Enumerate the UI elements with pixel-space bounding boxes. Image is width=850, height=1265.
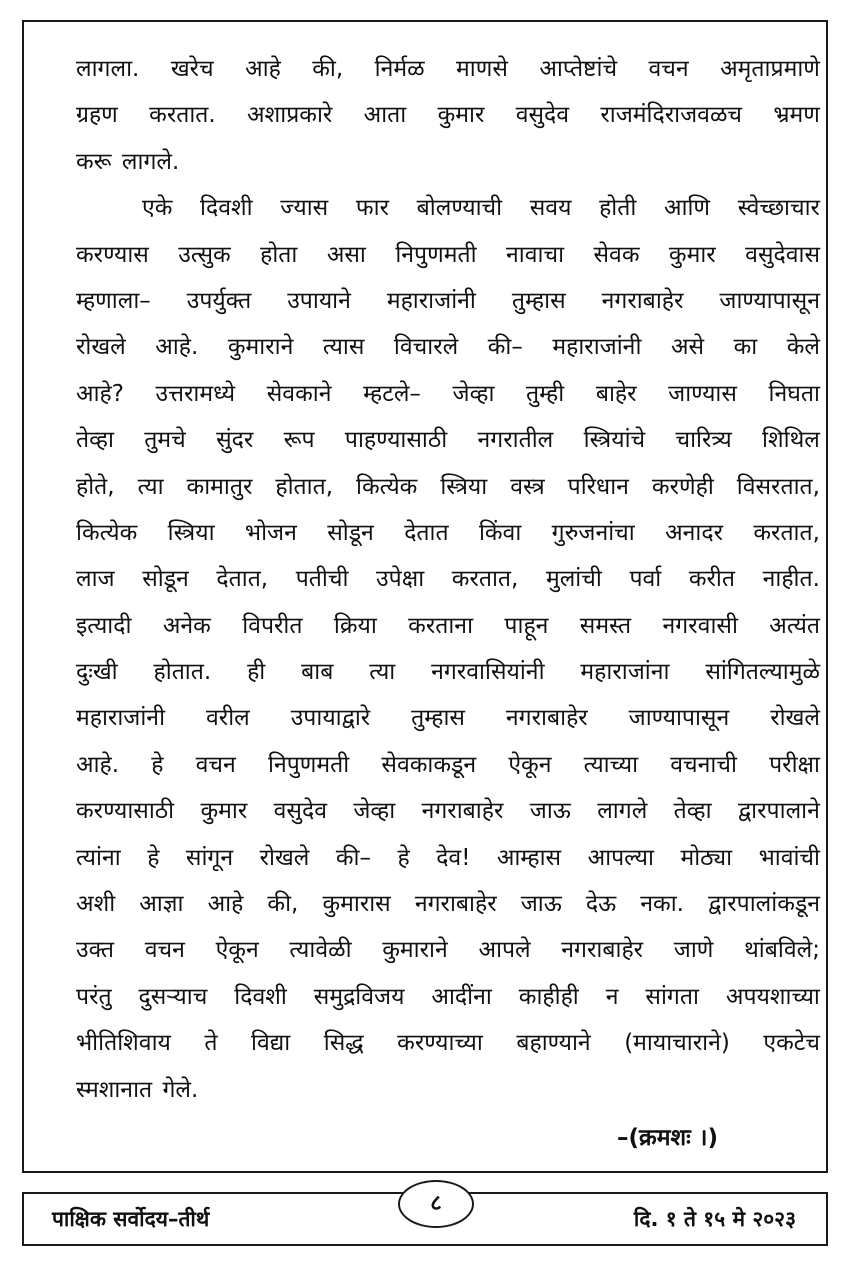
- word: कुमार: [437, 102, 485, 129]
- word: राजमंदिराजवळच: [600, 102, 743, 129]
- word: आहे: [207, 891, 244, 918]
- word: उत्तरामध्ये: [155, 380, 236, 407]
- text-line: [76, 371, 820, 417]
- text-line: [76, 324, 820, 370]
- word: सांगता: [645, 983, 699, 1010]
- continued-marker: –(क्रमशः ।): [617, 1125, 718, 1151]
- word: नगरवासी: [662, 612, 738, 639]
- text-line: [76, 185, 820, 231]
- word: करण्याच्या: [397, 1030, 483, 1057]
- text-line: [76, 881, 820, 927]
- word: महाराजांनी: [386, 287, 476, 314]
- word: लाज: [76, 566, 115, 593]
- word: परीक्षा: [769, 751, 820, 778]
- word: आहे?: [76, 380, 124, 407]
- word: हे: [151, 751, 164, 778]
- word: निपुणमती: [395, 241, 477, 268]
- word: वचन: [195, 751, 236, 778]
- word: त्याच्या: [583, 751, 639, 778]
- word: वसुदेव: [273, 798, 327, 825]
- word: स्त्रियांचे: [583, 427, 646, 454]
- word: आता: [363, 102, 407, 129]
- word: उक्त: [76, 937, 115, 964]
- word: देव!: [436, 844, 471, 871]
- word: न: [605, 983, 619, 1010]
- word: भावांची: [758, 844, 820, 871]
- word: विचारले: [393, 334, 459, 361]
- word: त्या: [137, 473, 164, 500]
- word: अनेक: [162, 612, 211, 639]
- word: त्यास: [322, 334, 365, 361]
- word: करतात,: [753, 519, 820, 546]
- word: कुमारास: [322, 891, 391, 918]
- text-line: [76, 695, 820, 741]
- word: करणेही: [651, 473, 714, 500]
- word: महाराजांनी: [552, 334, 642, 361]
- word: आपल्या: [587, 844, 654, 871]
- word: भीतिशिवाय: [76, 1030, 171, 1057]
- word: तुम्हास: [411, 705, 465, 732]
- word: का: [733, 334, 758, 361]
- word: जेव्हा: [353, 798, 396, 825]
- word: क्रिया: [333, 612, 377, 639]
- word: विसरतात,: [736, 473, 820, 500]
- word: निघता: [768, 380, 820, 407]
- word: होती: [599, 195, 637, 222]
- article-frame: [22, 20, 828, 1173]
- word: असा: [326, 241, 366, 268]
- text-line: [76, 649, 820, 695]
- word: नगरातील: [477, 427, 554, 454]
- word: दुसऱ्याच: [138, 983, 208, 1010]
- word: द्वारपालाने: [737, 798, 820, 825]
- word: चारित्र्य: [675, 427, 732, 454]
- word: तुम्हास: [511, 287, 566, 314]
- word: करण्यासाठी: [76, 798, 175, 825]
- word: द्वारपालांकडून: [708, 891, 820, 918]
- word: उत्सुक: [178, 241, 231, 268]
- text-line: [76, 742, 820, 788]
- word: बाब: [301, 659, 334, 686]
- word: होता: [260, 241, 298, 268]
- word: सांगितल्यामुळे: [705, 659, 820, 686]
- word: करतात.: [149, 102, 216, 129]
- word: कुमार: [200, 798, 248, 825]
- word: (मायाचाराने): [624, 1030, 730, 1057]
- word: जाण्यापासून: [719, 287, 820, 314]
- word: होतात,: [275, 473, 334, 500]
- word: लागले.: [121, 148, 180, 175]
- page-footer: [22, 1192, 828, 1246]
- word: पतीची: [295, 566, 349, 593]
- word: हे: [147, 844, 160, 871]
- word: गेले.: [162, 1076, 199, 1103]
- page-number: ८: [398, 1180, 474, 1228]
- word: एके: [142, 195, 173, 222]
- word: म्हणाला–: [76, 287, 151, 314]
- word: की–: [487, 334, 523, 361]
- word: समुद्रविजय: [313, 983, 405, 1010]
- word: नगराबाहेर: [421, 798, 504, 825]
- text-line: [76, 974, 820, 1020]
- word: नगरवासियांनी: [431, 659, 545, 686]
- word: नका.: [640, 891, 684, 918]
- word: ऐकून: [508, 751, 552, 778]
- article-body: [76, 46, 820, 1113]
- word: कित्येक: [76, 519, 138, 546]
- word: पाहून: [504, 612, 549, 639]
- text-line: [76, 510, 820, 556]
- word: रोखले: [770, 705, 820, 732]
- word: करतात,: [451, 566, 519, 593]
- word: नगराबाहेर: [505, 705, 588, 732]
- text-line: [76, 1067, 820, 1113]
- word: कुमाराने: [382, 937, 448, 964]
- word: म्हटले–: [363, 380, 421, 407]
- word: तुम्ही: [526, 380, 565, 407]
- word: महाराजांना: [580, 659, 670, 686]
- word: सांगून: [185, 844, 234, 871]
- word: सोडून: [142, 566, 189, 593]
- word: शिथिल: [762, 427, 820, 454]
- word: सुंदर: [216, 427, 254, 454]
- word: परंतु: [76, 983, 112, 1010]
- word: निपुणमती: [267, 751, 350, 778]
- word: स्त्रिया: [167, 519, 215, 546]
- word: लागले: [597, 798, 648, 825]
- word: ज्यास: [280, 195, 329, 222]
- word: स्मशानात: [76, 1076, 153, 1103]
- word: वचनाची: [670, 751, 737, 778]
- word: पाहण्यासाठी: [344, 427, 448, 454]
- word: उपायाद्वारे: [290, 705, 371, 732]
- text-line: [76, 46, 820, 92]
- word: काहीही: [518, 983, 579, 1010]
- word: इत्यादी: [76, 612, 132, 639]
- word: करीत: [688, 566, 735, 593]
- word: महाराजांनी: [76, 705, 166, 732]
- word: कित्येक: [356, 473, 418, 500]
- word: जाणे: [673, 937, 714, 964]
- word: ग्रहण: [76, 102, 118, 129]
- word: स्त्रिया: [440, 473, 488, 500]
- word: ते: [204, 1030, 218, 1057]
- word: वचन: [648, 56, 689, 82]
- word: त्यावेळी: [289, 937, 352, 964]
- word: सवय: [529, 195, 572, 222]
- word: उपेक्षा: [376, 566, 425, 593]
- word: समस्त: [579, 612, 632, 639]
- word: नगराबाहेर: [601, 287, 684, 314]
- text-line: [76, 835, 820, 881]
- word: एकटेच: [763, 1030, 820, 1057]
- word: दुःखी: [76, 659, 118, 686]
- word: माणसे: [456, 56, 508, 82]
- text-line: [76, 788, 820, 834]
- word: वसुदेवास: [745, 241, 820, 268]
- word: अपयशाच्या: [725, 983, 820, 1010]
- word: वस्त्र: [510, 473, 545, 500]
- word: नगराबाहेर: [414, 891, 497, 918]
- word: वसुदेव: [515, 102, 570, 129]
- word: खरेच: [170, 56, 214, 82]
- word: सेवकाने: [266, 380, 332, 407]
- word: दिवशी: [200, 195, 253, 222]
- word: अत्यंत: [769, 612, 820, 639]
- word: आप्तेष्टांचे: [539, 56, 618, 82]
- issue-date: दि. १ ते १५ मे २०२३: [633, 1207, 796, 1231]
- word: आहे.: [155, 334, 199, 361]
- word: आपले: [478, 937, 531, 964]
- word: पर्वा: [629, 566, 662, 593]
- word: जेव्हा: [452, 380, 495, 407]
- word: ही: [247, 659, 266, 686]
- word: आणि: [663, 195, 711, 222]
- word: केले: [786, 334, 820, 361]
- word: कुमार: [668, 241, 716, 268]
- text-line: [76, 556, 820, 602]
- word: जाण्यास: [668, 380, 737, 407]
- word: त्यांना: [76, 844, 121, 871]
- text-line: [76, 417, 820, 463]
- word: कुमाराने: [227, 334, 294, 361]
- text-line: [76, 92, 820, 138]
- word: आहे.: [76, 751, 120, 778]
- word: फार: [355, 195, 389, 222]
- word: उपायाने: [287, 287, 351, 314]
- word: नावाचा: [506, 241, 565, 268]
- word: जाऊ: [520, 891, 562, 918]
- word: बाहेर: [595, 380, 637, 407]
- word: तुमचे: [144, 427, 186, 454]
- word: देऊ: [585, 891, 617, 918]
- publication-name: पाक्षिक सर्वोदय–तीर्थ: [52, 1207, 210, 1231]
- text-line: [76, 139, 820, 185]
- word: असे: [670, 334, 705, 361]
- word: निर्मळ: [374, 56, 425, 82]
- word: देतात: [404, 519, 449, 546]
- word: रोखले: [259, 844, 310, 871]
- word: बहाण्याने: [516, 1030, 591, 1057]
- word: होते,: [76, 473, 115, 500]
- text-line: [76, 927, 820, 973]
- word: नगराबाहेर: [561, 937, 644, 964]
- word: दिवशी: [234, 983, 287, 1010]
- word: होतात.: [153, 659, 212, 686]
- word: भोजन: [244, 519, 297, 546]
- word: करू: [76, 148, 112, 175]
- word: बोलण्याची: [416, 195, 503, 222]
- word: गुरुजनांचा: [551, 519, 635, 546]
- word: आदींना: [431, 983, 492, 1010]
- word: अनादर: [665, 519, 724, 546]
- word: तेव्हा: [673, 798, 712, 825]
- word: की,: [267, 891, 299, 918]
- word: तेव्हा: [76, 427, 114, 454]
- text-line: [76, 278, 820, 324]
- word: विपरीत: [242, 612, 303, 639]
- word: वरील: [206, 705, 250, 732]
- word: मोठ्या: [680, 844, 733, 871]
- word: करताना: [408, 612, 474, 639]
- word: ऐकून: [215, 937, 259, 964]
- word: आम्हास: [496, 844, 562, 871]
- word: आहे: [245, 56, 281, 82]
- word: अशी: [76, 891, 116, 918]
- word: लागला.: [76, 56, 140, 82]
- word: मुलांची: [545, 566, 602, 593]
- word: रूप: [283, 427, 315, 454]
- word: जाण्यापासून: [628, 705, 730, 732]
- word: कामातुर: [186, 473, 253, 500]
- word: आज्ञा: [139, 891, 184, 918]
- word: वचन: [144, 937, 185, 964]
- word: सिद्ध: [323, 1030, 364, 1057]
- word: हे: [397, 844, 410, 871]
- word: किंवा: [478, 519, 522, 546]
- word: जाऊ: [529, 798, 571, 825]
- word: सेवक: [593, 241, 640, 268]
- word: रोखले: [76, 334, 126, 361]
- text-line: [76, 464, 820, 510]
- word: स्वेच्छाचार: [737, 195, 820, 222]
- word: सेवकाकडून: [381, 751, 477, 778]
- text-line: [76, 232, 820, 278]
- word: अशाप्रकारे: [247, 102, 333, 129]
- word: अमृताप्रमाणे: [720, 56, 820, 82]
- word: करण्यास: [76, 241, 149, 268]
- text-line: [76, 603, 820, 649]
- word: सोडून: [327, 519, 374, 546]
- word: की–: [335, 844, 371, 871]
- word: भ्रमण: [773, 102, 820, 129]
- word: परिधान: [567, 473, 629, 500]
- word: विद्या: [251, 1030, 291, 1057]
- word: त्या: [369, 659, 396, 686]
- word: की,: [312, 56, 344, 82]
- word: थांबविले;: [744, 937, 820, 964]
- text-line: [76, 1020, 820, 1066]
- word: देतात,: [216, 566, 269, 593]
- word: नाहीत.: [762, 566, 820, 593]
- word: उपर्युक्त: [186, 287, 252, 314]
